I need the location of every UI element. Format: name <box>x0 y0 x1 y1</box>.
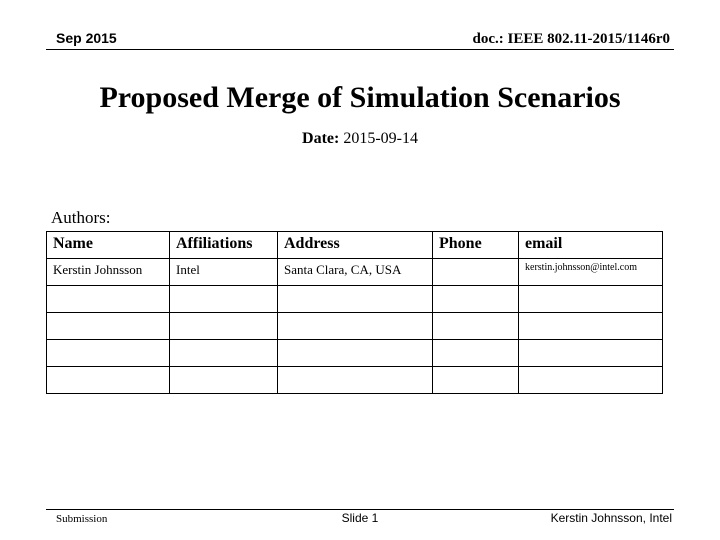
slide-title: Proposed Merge of Simulation Scenarios <box>99 81 621 114</box>
table-row <box>47 259 663 286</box>
header-affiliations: Affiliations <box>170 232 278 259</box>
author-phone <box>433 259 519 286</box>
author-address: Santa Clara, CA, USA <box>278 259 433 286</box>
footer-author: Kerstin Johnsson, Intel <box>550 511 672 525</box>
header-phone: Phone <box>433 232 519 259</box>
header-email: email <box>519 232 663 259</box>
author-name <box>47 367 170 394</box>
table-row <box>47 313 663 340</box>
table-header-row <box>47 232 663 259</box>
slide-date <box>0 130 720 148</box>
document-id: doc.: IEEE 802.11-2015/1146r0 <box>472 31 670 47</box>
author-email <box>519 367 663 394</box>
author-name: Kerstin Johnsson <box>47 259 170 286</box>
authors-label: Authors: <box>51 208 111 227</box>
author-name <box>47 340 170 367</box>
authors-table <box>46 231 663 394</box>
footer-divider <box>46 509 674 510</box>
author-phone <box>433 367 519 394</box>
slide-number: Slide 1 <box>341 511 379 525</box>
header-divider <box>46 49 674 50</box>
date-value: 2015-09-14 <box>343 130 418 147</box>
table-row <box>47 340 663 367</box>
author-address <box>278 367 433 394</box>
author-affiliation <box>170 313 278 340</box>
author-address <box>278 340 433 367</box>
author-phone <box>433 286 519 313</box>
author-affiliation <box>170 340 278 367</box>
author-affiliation <box>170 286 278 313</box>
author-email <box>519 313 663 340</box>
author-email: kerstin.johnsson@intel.com <box>519 259 663 286</box>
header-date: Sep 2015 <box>56 30 117 46</box>
author-affiliation <box>170 367 278 394</box>
author-name <box>47 313 170 340</box>
author-address <box>278 286 433 313</box>
author-email <box>519 286 663 313</box>
table-row <box>47 286 663 313</box>
author-address <box>278 313 433 340</box>
footer-submission: Submission <box>56 513 108 525</box>
header-name: Name <box>47 232 170 259</box>
author-phone <box>433 313 519 340</box>
header-address: Address <box>278 232 433 259</box>
author-email <box>519 340 663 367</box>
author-affiliation: Intel <box>170 259 278 286</box>
date-label: Date: <box>302 130 340 147</box>
author-name <box>47 286 170 313</box>
author-phone <box>433 340 519 367</box>
table-row <box>47 367 663 394</box>
